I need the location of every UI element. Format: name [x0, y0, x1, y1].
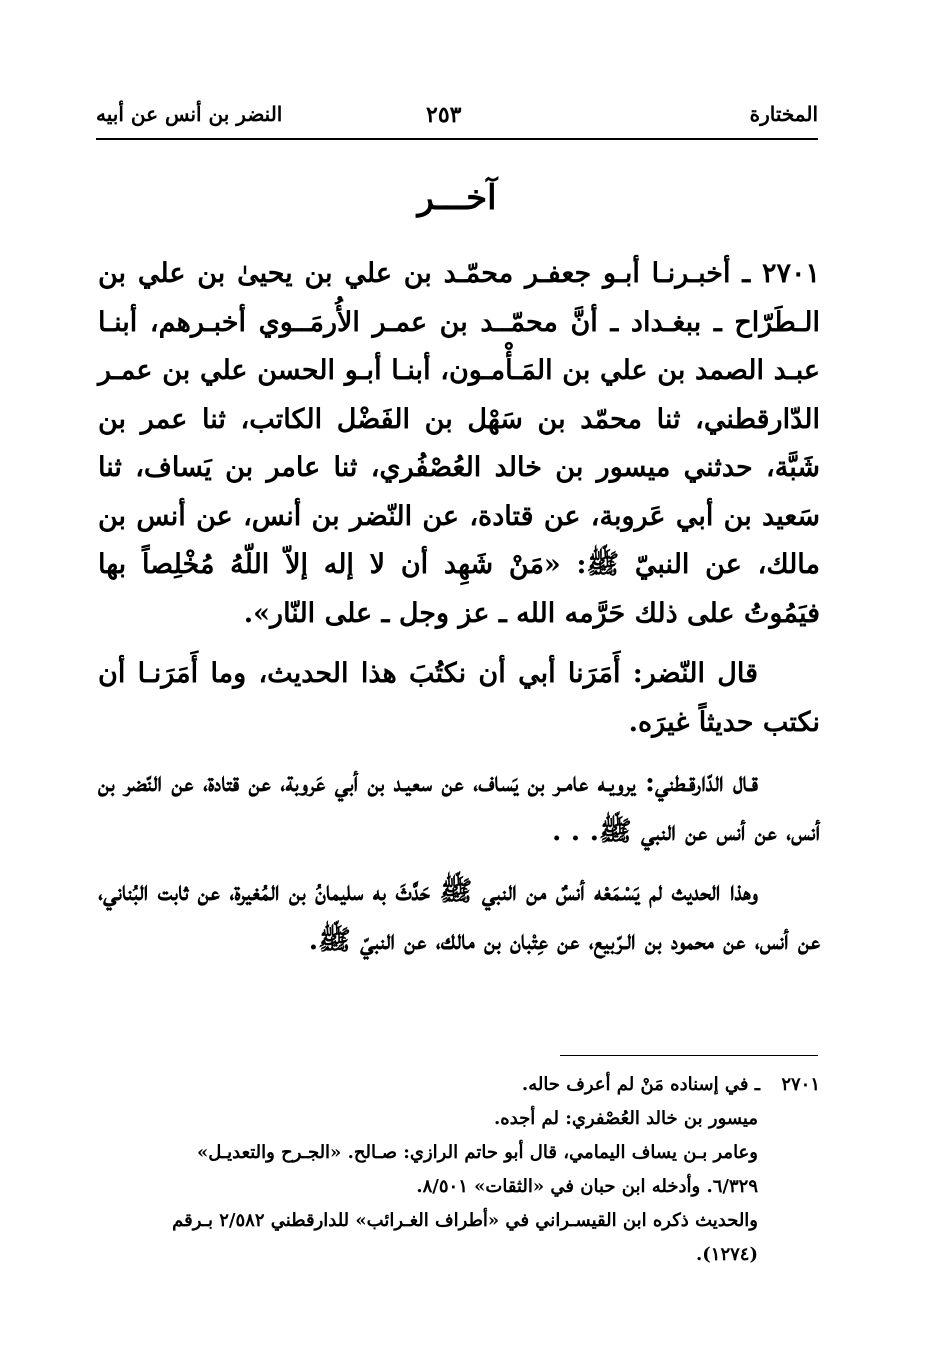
footnote-line: والحديث ذكره ابن القيسـراني في «أطراف الغـرائب» للدارقطني ٢/٥٨٢ بـرقم [172, 1210, 758, 1231]
footnotes [98, 1068, 820, 1272]
footnote-rule [560, 1055, 818, 1056]
footnote-line: ميسور بن خالد العُصْفري: لم أجده. [494, 1108, 758, 1129]
footnote-number: ٢٧٠١ [781, 1074, 820, 1095]
hadith-number: ٢٧٠١ [761, 258, 820, 289]
paragraph-hadith [98, 250, 820, 638]
footnote-line: (١٢٧٤). [696, 1244, 758, 1265]
footnote-text: ـ في إسناده مَنْ لم أعرف حاله. [521, 1074, 760, 1095]
footnote-line: ٦/٣٢٩. وأدخله ابن حبان في «الثقات» ٨/٥٠١. [416, 1176, 758, 1197]
running-header [96, 96, 818, 136]
page-number: ٢٥٣ [426, 102, 462, 128]
paragraph: قـال الدّارقـطني: يرويـه عامـر بن يَساف، عن سعيـد بن أبي عَروبة، عن قتادة، عن النّضر بن أنس، عن أنس عن النبي ﷺ. . . [98, 767, 820, 847]
paragraph-text: ـ أخبـرنـا أبـو جعفـر محمّـد بن علي بن يحيىٰ بن علي بن الـطَرّاح ـ ببغـداد ـ أنَّ محمّــد بن عمـر الأُرمَــوي أخبـرهم، أبنـا عبـد الصمد بن علي بن المَـأْمـون، أبنـا أبـو الحسن علي بن عمـر الدّارقطني، ثنا محمّد بن سَهْل بن الفَضْل الكاتب، ثنا عمر بن شَبَّة، حدثني ميسور بن خالد العُصْفُري، ثنا عامر بن يَساف، ثنا سَعيد بن أبي عَروبة، عن قتادة، عن النّضر بن أنس، عن أنس بن مالك، عن النبيّ ﷺ: «مَنْ شَهِد أن لا إله إلاّ اللّهُ مُخْلِصاً بها فيَمُوتُ على ذلك حَرَّمه الله ـ عز وجل ـ على النّار». [98, 258, 820, 629]
section-title: آخـــر [417, 178, 497, 218]
paragraph: وهذا الحديث لم يَسْمَعْه أنسٌ من النبي ﷺ حَدَّثَ به سليمانُ بن المُغيرة، عن ثابت البُناني، عن أنس، عن محمود بن الـرّبيع، عن عِتْبان بن مالك، عن النبيّ ﷺ. [98, 876, 820, 956]
book-title: المختارة [749, 102, 818, 126]
footnote-line: وعامر بـن يساف اليمامي، قال أبو حاتم الرازي: صـالح. «الجـرح والتعديـل» [196, 1142, 758, 1163]
body-text [98, 250, 820, 977]
paragraph: قال النّضر: أَمَرَنا أبي أن نكتُبَ هذا الحديث، وما أَمَرَنـا أن نكتب حديثاً غيرَه. [98, 658, 820, 738]
chapter-title: النضر بن أنس عن أبيه [96, 102, 283, 126]
header-rule [96, 138, 818, 140]
footnote-line [98, 1068, 820, 1102]
